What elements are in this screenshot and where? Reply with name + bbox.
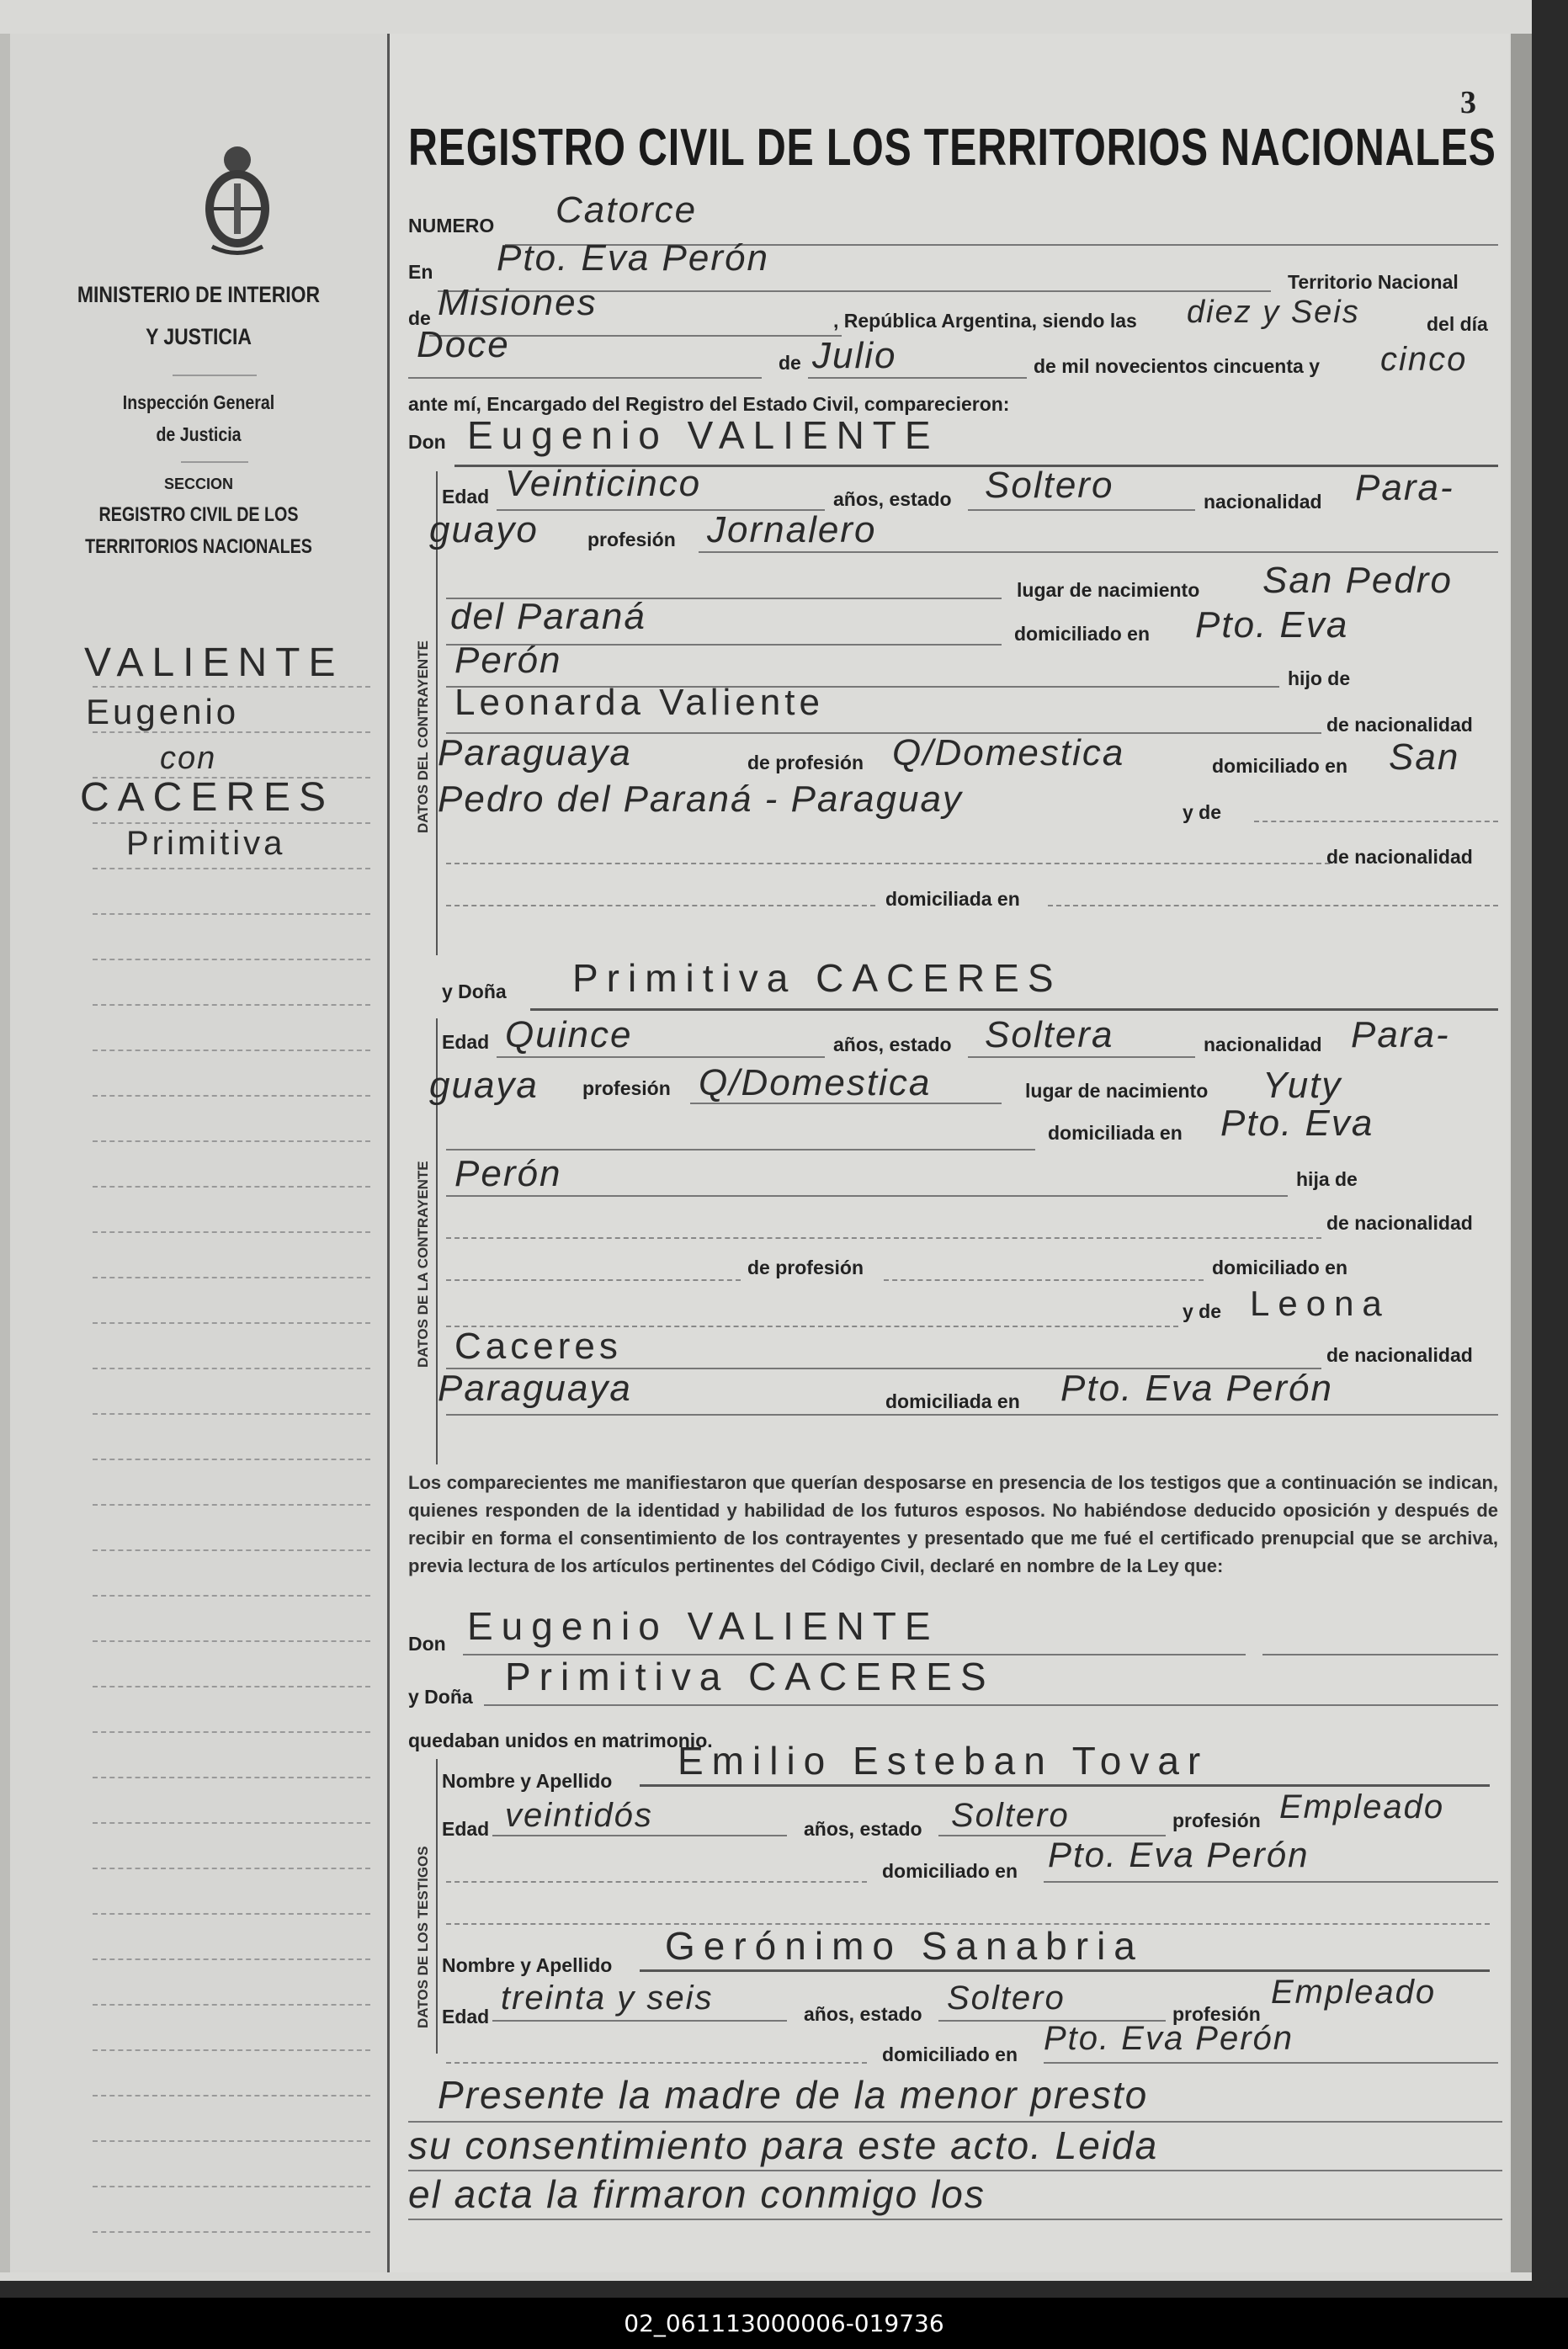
- contrayente-nacionalidad-1: Para-: [1355, 467, 1454, 508]
- contrayenta-madre-domicilio: Pto. Eva Perón: [1060, 1368, 1333, 1409]
- stub-section-line2: TERRITORIOS NACIONALES: [85, 535, 312, 558]
- stub-ruled-line: [93, 1368, 370, 1369]
- contrayente-madre-domicilio-1: San: [1389, 736, 1460, 778]
- t1-nombre-line: [640, 1784, 1490, 1787]
- testigos-section-label: DATOS DE LOS TESTIGOS: [415, 1846, 431, 2028]
- domiciliado-label: domiciliado en: [1014, 623, 1151, 645]
- contrayenta-profesion: Q/Domestica: [699, 1062, 932, 1103]
- contrayenta-edad: Quince: [505, 1014, 633, 1055]
- y-de-label: y de: [1183, 801, 1222, 823]
- contrayenta-estado: Soltera: [985, 1014, 1114, 1055]
- de-profesion-label: de profesión: [747, 752, 864, 773]
- contrayente-lugar-nac-1: San Pedro: [1262, 560, 1453, 601]
- don-label: Don: [408, 431, 446, 453]
- contrayenta-nacionalidad-1: Para-: [1351, 1014, 1450, 1055]
- stub-inspection-line1: Inspección General: [122, 391, 275, 413]
- stub-name-2: Primitiva: [126, 825, 286, 862]
- padre-domiciliada-label: domiciliada en: [885, 888, 1020, 910]
- t2-edad-label: Edad: [442, 2006, 490, 2027]
- padre-line: [446, 863, 1330, 864]
- contrayente-domicilio-2: Perón: [454, 640, 562, 681]
- edad-line-2: [497, 1056, 825, 1058]
- stub-section-label: SECCION: [163, 476, 233, 492]
- coat-of-arms-icon: [195, 141, 279, 259]
- territorio-label: Territorio Nacional: [1288, 271, 1459, 293]
- t2-edad: treinta y seis: [501, 1980, 714, 2017]
- t1-edad-line: [492, 1835, 787, 1836]
- stub-ruled-line: [93, 2049, 370, 2051]
- dia-value: Doce: [417, 324, 510, 365]
- madre-domiciliada-label: domiciliada en: [885, 1390, 1020, 1412]
- contrayente-madre-nacionalidad: Paraguaya: [438, 732, 632, 773]
- contrayente-nacionalidad-2: guayo: [429, 509, 539, 550]
- padre-nacionalidad-label: de nacionalidad: [1326, 846, 1473, 868]
- contrayente-nombre: Eugenio VALIENTE: [467, 413, 939, 457]
- contrayenta-madre-1: Leona: [1250, 1283, 1390, 1323]
- stub-surname-2: CACERES: [80, 775, 335, 820]
- t2-domicilio: Pto. Eva Perón: [1044, 2020, 1294, 2057]
- unidos-label: quedaban unidos en matrimonio.: [408, 1730, 713, 1751]
- contrayente-lugar-nac-2: del Paraná: [450, 596, 646, 637]
- contrayenta-nombre: Primitiva CACERES: [572, 956, 1062, 1000]
- domicilio-line-2: [446, 1195, 1288, 1197]
- stub-section-line1: REGISTRO CIVIL DE LOS: [98, 503, 299, 526]
- t1-domicilio: Pto. Eva Perón: [1048, 1835, 1310, 1874]
- stub-ruled-line: [93, 1186, 370, 1188]
- de-profesion-label-2: de profesión: [747, 1257, 864, 1278]
- nac-line-2: [446, 1279, 741, 1281]
- y-de-line: [1254, 821, 1498, 822]
- page-number: 3: [1460, 85, 1476, 120]
- de-value: Misiones: [438, 282, 598, 323]
- t1-edad-label: Edad: [442, 1818, 490, 1840]
- contrayente-domicilio-1: Pto. Eva: [1195, 604, 1349, 646]
- t2-profesion-label: profesión: [1172, 2003, 1261, 2025]
- anos-estado-label: años, estado: [833, 488, 952, 510]
- de-nacionalidad-label-2: de nacionalidad: [1326, 1212, 1473, 1234]
- contrayente-estado: Soltero: [985, 465, 1114, 506]
- decl-dona-line: [484, 1704, 1498, 1706]
- madre-domiciliado-label: domiciliado en: [1212, 755, 1348, 777]
- mes-line: [808, 377, 1027, 379]
- contrayenta-domicilio-1: Pto. Eva: [1220, 1103, 1374, 1144]
- stub-ruled-line: [93, 1868, 370, 1869]
- stub-ruled-line: [93, 1822, 370, 1824]
- footer-id: 02_061113000006-019736: [624, 2309, 944, 2337]
- padre-nac-line: [446, 905, 875, 906]
- stub-ruled-line: [93, 1050, 370, 1051]
- hora-value: diez y Seis: [1187, 295, 1360, 330]
- t1-profesion: Empleado: [1279, 1788, 1445, 1826]
- stub-ruled-line: [93, 2095, 370, 2097]
- stub-ruled-line: [93, 1731, 370, 1733]
- stub-ruled-line: [93, 2186, 370, 2187]
- t2-estado-label: años, estado: [804, 2003, 922, 2025]
- madre-nacionalidad-label: de nacionalidad: [1326, 1344, 1473, 1366]
- stub-ruled-line: [93, 959, 370, 960]
- estado-line: [968, 509, 1195, 511]
- domiciliado-en-label-2: domiciliado en: [1212, 1257, 1348, 1278]
- stub-ruled-line: [93, 1459, 370, 1460]
- t1-nombre: Emilio Esteban Tovar: [678, 1739, 1209, 1783]
- stub-ruled-line: [93, 686, 370, 688]
- stub-ruled-line: [93, 1231, 370, 1233]
- stub-ruled-line: [93, 868, 370, 869]
- t1-profesion-label: profesión: [1172, 1810, 1261, 1831]
- stub-ruled-line: [93, 822, 370, 824]
- contrayente-madre: Leonarda Valiente: [454, 682, 824, 723]
- stub-ruled-line: [93, 1140, 370, 1142]
- lugar-nac-label-2: lugar de nacimiento: [1025, 1080, 1209, 1102]
- t2-profesion: Empleado: [1271, 1974, 1437, 2011]
- t1-dom-line: [1044, 1881, 1498, 1883]
- decl-don-label: Don: [408, 1633, 446, 1655]
- t2-dom-blank: [446, 2062, 867, 2064]
- stub-ministry-line1: MINISTERIO DE INTERIOR: [77, 282, 321, 307]
- contrayente-madre-profesion: Q/Domestica: [892, 732, 1125, 773]
- decl-dona-label: y Doña: [408, 1686, 473, 1708]
- dia-line: [408, 377, 762, 379]
- testigos-bracket: [436, 1759, 438, 2054]
- republica-label: , República Argentina, siendo las: [833, 310, 1137, 332]
- stub-ruled-line: [93, 1504, 370, 1506]
- nacionalidad-label: nacionalidad: [1204, 491, 1322, 513]
- ante-label: ante mí, Encargado del Registro del Estado Civil, comparecieron:: [408, 393, 1010, 415]
- decl-dona-value: Primitiva CACERES: [505, 1655, 995, 1698]
- note-line-2-text: su consentimiento para este acto. Leida: [408, 2123, 1159, 2167]
- numero-value: Catorce: [555, 189, 698, 231]
- note-line-3-text: el acta la firmaron conmigo los: [408, 2172, 986, 2216]
- stub-ruled-line: [93, 1095, 370, 1097]
- contrayenta-madre-nacionalidad: Paraguaya: [438, 1368, 632, 1409]
- page-edge: [1511, 34, 1532, 2272]
- stub-ruled-line: [93, 2004, 370, 2006]
- estado-line-2: [968, 1056, 1195, 1058]
- t2-dom-line: [1044, 2062, 1498, 2064]
- contrayente-section-label: DATOS DEL CONTRAYENTE: [415, 640, 431, 833]
- stub-ruled-line: [93, 913, 370, 915]
- madre-dom-line-2: [446, 1414, 1498, 1416]
- dona-line: [530, 1008, 1498, 1011]
- stub-ruled-line: [93, 2140, 370, 2142]
- stub-ruled-line: [93, 731, 370, 733]
- de-nacionalidad-label: de nacionalidad: [1326, 714, 1473, 736]
- stub-ruled-line: [93, 1595, 370, 1597]
- nacionalidad-label-2: nacionalidad: [1204, 1034, 1322, 1055]
- stub-connector: con: [160, 741, 217, 776]
- mes-value: Julio: [812, 335, 897, 376]
- prof-line-2: [884, 1279, 1204, 1281]
- stub-ruled-line: [93, 1686, 370, 1687]
- stub-ruled-line: [93, 1413, 370, 1415]
- hija-de-label: hija de: [1296, 1168, 1358, 1190]
- stub-ruled-line: [93, 1277, 370, 1278]
- blank-line-2: [446, 1149, 1035, 1151]
- hija-line: [446, 1237, 1321, 1239]
- declaracion-texto: Los comparecientes me manifiestaron que querían desposarse en presencia de los testigos que a continuación se indican, quienes responden de la identidad y habilidad de los futuros esposos. No habiéndose deducido oposición y después de recibir en forma el consentimiento de los contrayentes y presentado que me fué el certificado prenupcial que se archiva, previa lectura de los artículos pertinentes del Código Civil, declaré en nombre de la Ley que:: [408, 1472, 1498, 1576]
- contrayenta-section-label: DATOS DE LA CONTRAYENTE: [415, 1161, 431, 1368]
- de-mes-label: de: [779, 352, 801, 374]
- t1-estado: Soltero: [951, 1797, 1070, 1834]
- anio-value: cinco: [1380, 341, 1468, 378]
- de-label: de: [408, 307, 431, 329]
- t1-estado-label: años, estado: [804, 1818, 922, 1840]
- contrayenta-nacionalidad-2: guaya: [429, 1065, 539, 1106]
- domiciliada-label: domiciliada en: [1048, 1122, 1183, 1144]
- numero-label: NUMERO: [408, 215, 495, 236]
- stub-ruled-line: [93, 2231, 370, 2233]
- t2-nombre-line: [640, 1969, 1490, 1972]
- t1-domiciliado-label: domiciliado en: [882, 1860, 1018, 1882]
- stub-ruled-line: [93, 1640, 370, 1642]
- hijo-de-label: hijo de: [1288, 667, 1351, 689]
- profesion-line: [699, 551, 1498, 553]
- stub-name-1: Eugenio: [86, 692, 240, 731]
- profesion-label: profesión: [587, 529, 676, 550]
- anos-estado-label-2: años, estado: [833, 1034, 952, 1055]
- stub-divider: [181, 461, 248, 463]
- stub-inspection-line2: de Justicia: [156, 423, 242, 445]
- contrayenta-domicilio-2: Perón: [454, 1153, 562, 1194]
- decl-don-line-2: [1262, 1654, 1498, 1655]
- book-binding: [0, 34, 10, 2272]
- stub-surname-1: VALIENTE: [84, 640, 344, 685]
- register-title: REGISTRO CIVIL DE LOS TERRITORIOS NACIONALES: [408, 119, 1496, 177]
- stub-column: [10, 34, 390, 2272]
- stub-ruled-line: [93, 1549, 370, 1551]
- t2-nombre: Gerónimo Sanabria: [665, 1924, 1144, 1968]
- stub-ministry-line2: Y JUSTICIA: [146, 324, 252, 349]
- edad-label-2: Edad: [442, 1031, 490, 1053]
- contrayente-profesion: Jornalero: [707, 509, 877, 550]
- stub-ruled-line: [93, 1322, 370, 1324]
- t1-edad: veintidós: [505, 1797, 653, 1834]
- padre-domicilio-line: [1048, 905, 1498, 906]
- contrayente-edad: Veinticinco: [505, 463, 702, 504]
- note-line-1-text: Presente la madre de la menor presto: [438, 2073, 1149, 2117]
- stub-ruled-line: [93, 1913, 370, 1915]
- note-line-3: [408, 2219, 1502, 2220]
- profesion-label-2: profesión: [582, 1077, 671, 1099]
- contrayenta-madre-2: Caceres: [454, 1326, 622, 1367]
- stub-ruled-line: [93, 1777, 370, 1778]
- t2-estado: Soltero: [947, 1980, 1066, 2017]
- decl-don-value: Eugenio VALIENTE: [467, 1604, 939, 1648]
- stub-ruled-line: [93, 1958, 370, 1960]
- del-dia-label: del día: [1427, 313, 1488, 335]
- anio-label: de mil novecientos cincuenta y: [1034, 355, 1320, 377]
- en-label: En: [408, 261, 433, 283]
- t1-nombre-label: Nombre y Apellido: [442, 1770, 613, 1792]
- t2-domiciliado-label: domiciliado en: [882, 2043, 1018, 2065]
- stub-divider: [173, 375, 257, 376]
- edad-label: Edad: [442, 486, 490, 508]
- contrayente-madre-domicilio-2: Pedro del Paraná - Paraguay: [438, 779, 963, 820]
- y-de-label-2: y de: [1183, 1300, 1222, 1322]
- en-value: Pto. Eva Perón: [497, 237, 769, 279]
- lugar-nac-label: lugar de nacimiento: [1017, 579, 1200, 601]
- t2-nombre-label: Nombre y Apellido: [442, 1954, 613, 1976]
- stub-ruled-line: [93, 1004, 370, 1006]
- t1-dom-blank: [446, 1881, 867, 1883]
- t2-edad-line: [492, 2020, 787, 2022]
- stub-ruled-line: [93, 777, 370, 779]
- dona-label: y Doña: [442, 981, 507, 1002]
- contrayenta-lugar-nac: Yuty: [1262, 1065, 1342, 1106]
